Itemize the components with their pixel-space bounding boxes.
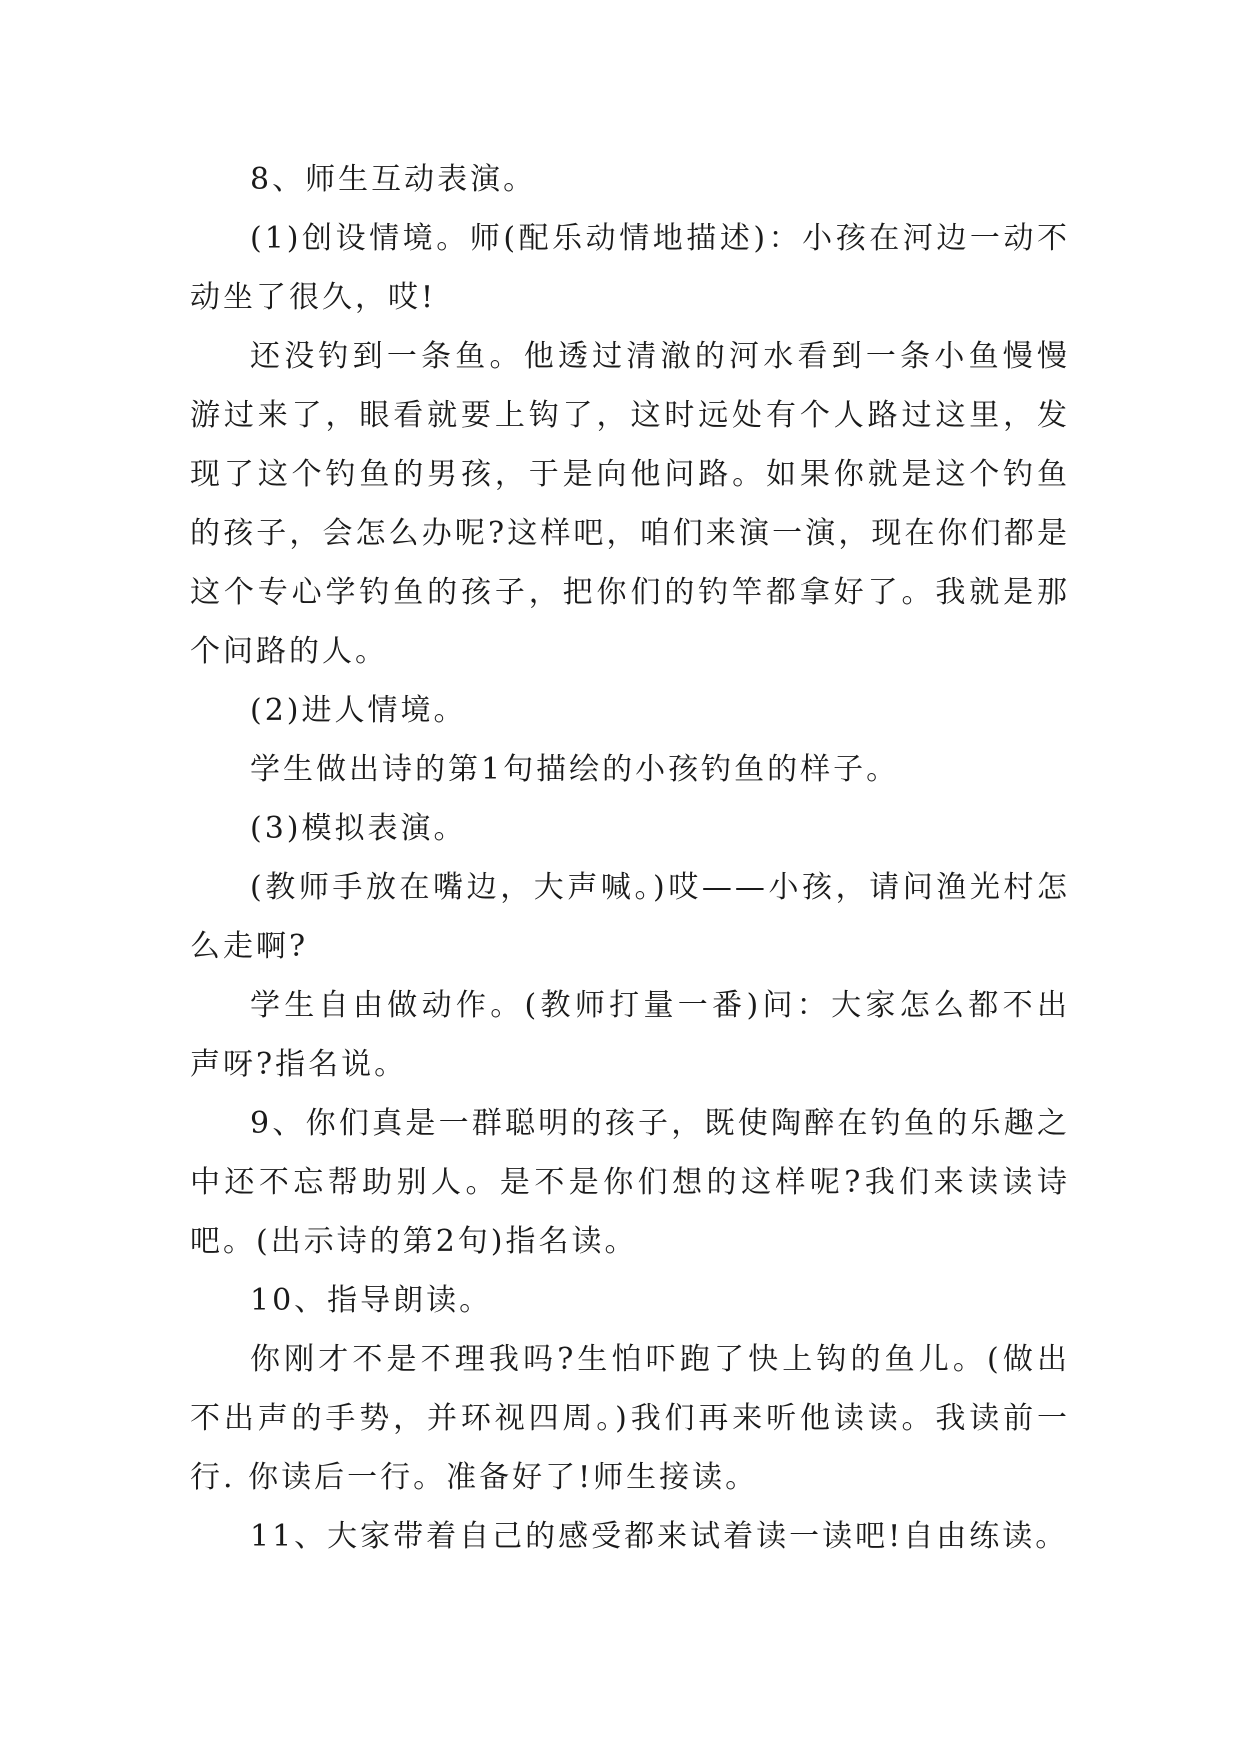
document-body — [190, 150, 1070, 1566]
paragraph-guided-reading: 你刚才不是不理我吗?生怕吓跑了快上钩的鱼儿。(做出不出声的手势，并环视四周。)我们再来听他读读。我读前一行. 你读后一行。准备好了!师生接读。 — [190, 1342, 1070, 1495]
paragraph-simulate-performance: (3)模拟表演。 — [250, 811, 467, 846]
paragraph-item-9: 9、你们真是一群聪明的孩子，既使陶醉在钓鱼的乐趣之中还不忘帮助别人。是不是你们想的这样呢?我们来读读诗吧。(出示诗的第2句)指名读。 — [190, 1106, 1070, 1259]
paragraph-teacher-calls: (教师手放在嘴边，大声喊。)哎——小孩，请问渔光村怎么走啊? — [190, 870, 1070, 964]
paragraph-create-scene: (1)创设情境。师(配乐动情地描述)：小孩在河边一动不动坐了很久，哎! — [190, 221, 1070, 315]
paragraph-student-actions: 学生自由做动作。(教师打量一番)问：大家怎么都不出声呀?指名说。 — [190, 988, 1070, 1082]
paragraph-item-11: 11、大家带着自己的感受都来试着读一读吧!自由练读。 — [250, 1519, 1069, 1554]
paragraph-item-10: 10、指导朗读。 — [250, 1283, 493, 1318]
paragraph-scene-description: 还没钓到一条鱼。他透过清澈的河水看到一条小鱼慢慢游过来了，眼看就要上钩了，这时远处有个人路过这里，发现了这个钓鱼的男孩，于是向他问路。如果你就是这个钓鱼的孩子，会怎么办呢?这样吧，咱们来演一演，现在你们都是这个专心学钓鱼的孩子，把你们的钓竿都拿好了。我就是那个问路的人。 — [190, 339, 1070, 669]
paragraph-item-8: 8、师生互动表演。 — [250, 162, 537, 197]
paragraph-student-pose: 学生做出诗的第1句描绘的小孩钓鱼的样子。 — [250, 752, 900, 787]
paragraph-enter-scene: (2)进人情境。 — [250, 693, 467, 728]
